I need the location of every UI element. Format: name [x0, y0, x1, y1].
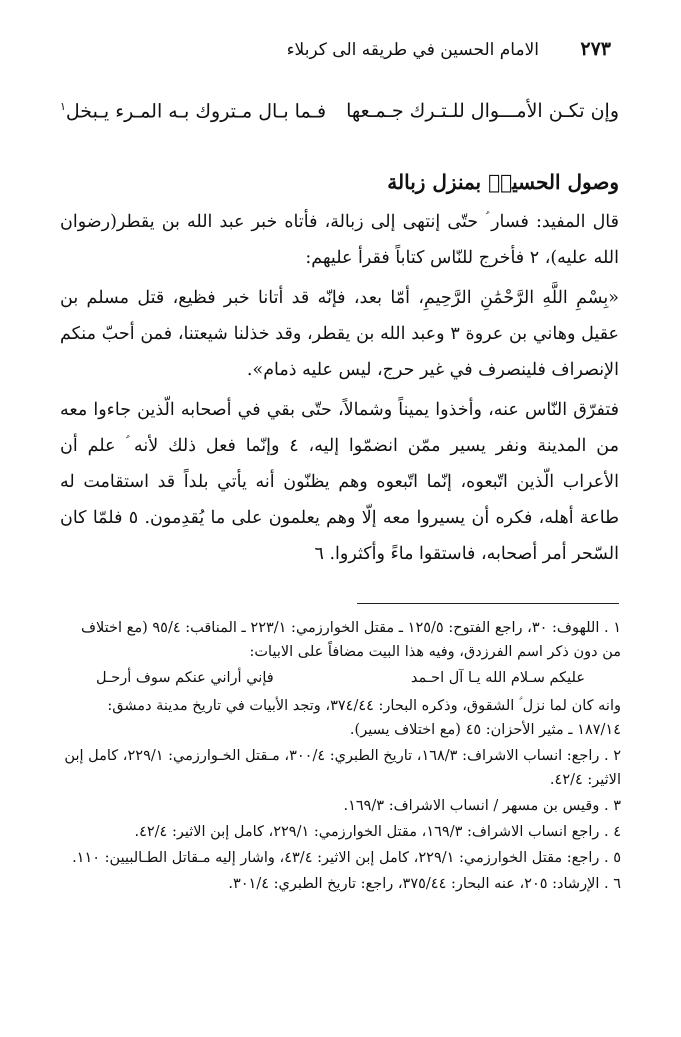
body-text: [60, 204, 619, 572]
footnotes: [60, 616, 621, 898]
section-heading: وصول الحسينؑ بمنزل زبالة: [387, 170, 619, 194]
running-title: الامام الحسين في طريقه الى كربلاء: [286, 40, 539, 60]
footnote-verse: [96, 666, 585, 692]
footnote-2: ٢ . راجع: انساب الاشراف: ١٦٨/٣، تاريخ الطبري: ٣٠٠/٤، مـقتل الخـوارزمي: ٢٢٩/١، كامل إبن الاثير: ٤٢/٤.: [64, 748, 621, 788]
poem-hemistich-first: وإن تكـن الأمـــوال للـتـرك جـمـعها: [346, 100, 619, 122]
page-header: [60, 38, 611, 72]
footnote-verse-first: عليكم سـلام الله يـا آل احـمد: [410, 670, 585, 686]
poem-hemistich-text: فـما بـال مـتروك بـه المـرء يـبخل: [65, 100, 327, 123]
footnote-ref: ١: [60, 100, 66, 113]
footnote-1-continued: وانه كان لما نزل ؑ الشقوق، وذكره البحار: ٣٧٤/٤٤، وتجد الأبيات في تاريخ مدينة دمشق: ١٨٧/١٤ ـ مثير الأحزان: ٤٥ (مع اختلاف يسير).: [107, 698, 621, 738]
paragraph-2: «بِسْمِ اللَّهِ الرَّحْمَٰنِ الرَّحِيمِ، أمّا بعد، فإنّه قد أتانا خبر فظيع، قتل مسلم بن عقيل وهاني بن عروة ٣ وعبد الله بن يقطر، وقد خذلنا شيعتنا، فمن أحبّ منكم الإنصراف فلينصرف في غير حرج، ليس عليه ذمام».: [60, 288, 619, 380]
footnote-divider: [357, 603, 619, 604]
poem-verse: [60, 100, 619, 136]
footnote-3: ٣ . وقيس بن مسهر / انساب الاشراف: ١٦٩/٣.: [343, 798, 621, 814]
paragraph-3: فتفرّق النّاس عنه، وأخذوا يميناً وشمالاً، حتّى بقي في أصحابه الّذين جاءوا معه من المدينة ونفر يسير ممّن انضمّوا إليه، ٤ وإنّما فعل ذلك لأنه ؑ علم أن الأعراب الّذين اتّبعوه، إنّما اتّبعوه وهم يظنّون أنه يأتي بلداً قد استقامت له طاعة أهله، فكره أن يسيروا معه إلّا وهم يعلمون على ما يُقدِمون. ٥ فلمّا كان السّحر أمر أصحابه، فاستقوا ماءً وأكثروا. ٦: [60, 400, 619, 564]
footnote-5: ٥ . راجع: مقتل الخوارزمي: ٢٢٩/١، كامل إبن الاثير: ٤٣/٤، واشار إليه مـقاتل الطـالبيين: ١١٠.: [72, 850, 621, 866]
page-number: ٢٧٣: [580, 38, 611, 60]
poem-hemistich-second: [60, 100, 326, 122]
footnote-1: ١ . اللهوف: ٣٠، راجع الفتوح: ١٢٥/٥ ـ مقتل الخوارزمي: ٢٢٣/١ ـ المناقب: ٩٥/٤ (مع اختلاف من دون ذكر اسم الفرزدق، وفيه هذا البيت مضافاً على الابيات:: [80, 620, 621, 660]
footnote-4: ٤ . راجع انساب الاشراف: ١٦٩/٣، مقتل الخوارزمي: ٢٢٩/١، كامل إبن الاثير: ٤٢/٤.: [134, 824, 621, 840]
footnote-6: ٦ . الإرشاد: ٢٠٥، عنه البحار: ٣٧٥/٤٤، راجع: تاريخ الطبري: ٣٠١/٤.: [228, 876, 621, 892]
footnote-verse-second: فإني أراني عنكم سوف أرحـل: [96, 670, 274, 686]
paragraph-1: قال المفيد: فسار ؑ حتّى إنتهى إلى زبالة، فأتاه خبر عبد الله بن يقطر(رضوان الله عليه)، ٢ فأخرج للنّاس كتاباً فقرأ عليهم:: [60, 212, 619, 268]
